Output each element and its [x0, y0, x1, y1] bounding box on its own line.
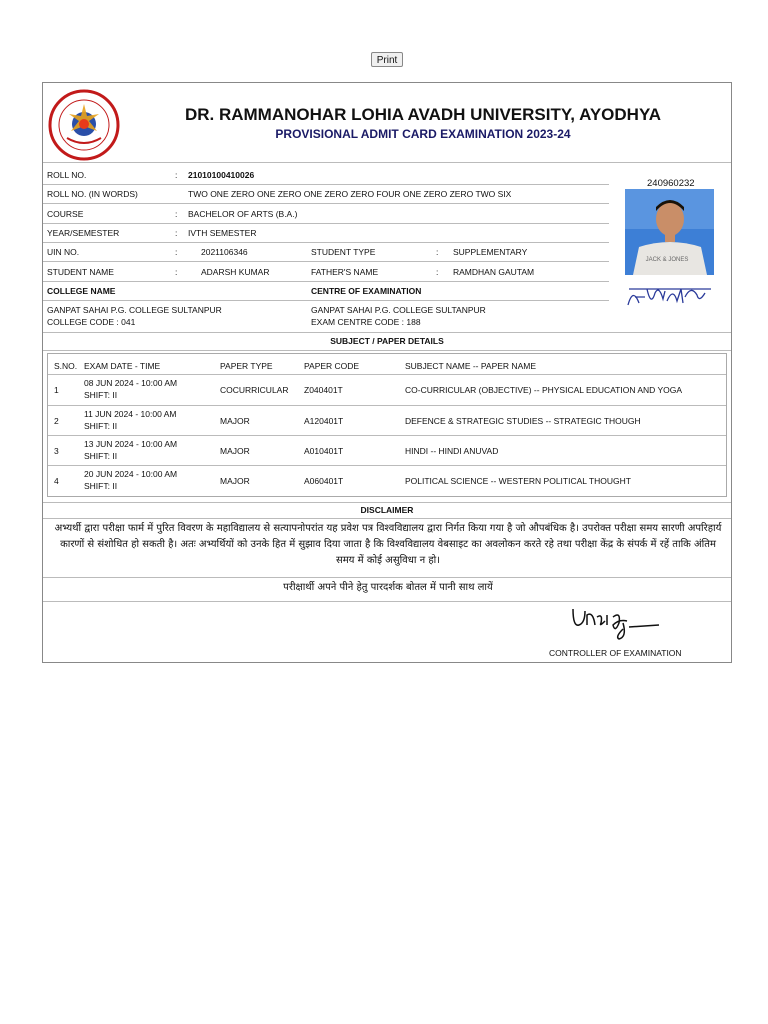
col-sno: S.NO.: [54, 361, 78, 371]
row-date: 20 JUN 2024 - 10:00 AM: [84, 469, 178, 479]
roll-no-label: ROLL NO.: [47, 170, 87, 180]
uin-value: 2021106346: [201, 247, 248, 257]
colon: :: [175, 209, 178, 219]
row-subject: DEFENCE & STRATEGIC STUDIES -- STRATEGIC THOUGH: [405, 416, 641, 426]
row-type: MAJOR: [220, 416, 250, 426]
candidate-signature: [625, 281, 715, 313]
table-row: [48, 435, 726, 466]
col-subject: SUBJECT NAME -- PAPER NAME: [405, 361, 536, 371]
col-type: PAPER TYPE: [220, 361, 273, 371]
semester-label: YEAR/SEMESTER: [47, 228, 120, 238]
paper-details-title: SUBJECT / PAPER DETAILS: [330, 336, 444, 346]
student-name-label: STUDENT NAME: [47, 267, 114, 277]
disclaimer-title: DISCLAIMER: [360, 505, 414, 515]
divider: [43, 502, 731, 503]
table-row: [48, 405, 726, 436]
row-shift: SHIFT: II: [84, 451, 118, 461]
centre-name: GANPAT SAHAI P.G. COLLEGE SULTANPUR: [311, 305, 486, 315]
divider: [43, 242, 609, 243]
svg-text:JACK & JONES: JACK & JONES: [645, 257, 689, 263]
row-date: 08 JUN 2024 - 10:00 AM: [84, 378, 178, 388]
admit-card-title: PROVISIONAL ADMIT CARD EXAMINATION 2023-24: [275, 127, 571, 141]
father-name-label: FATHER'S NAME: [311, 267, 379, 277]
row-sno: 1: [54, 385, 59, 395]
course-label: COURSE: [47, 209, 84, 219]
college-name: GANPAT SAHAI P.G. COLLEGE SULTANPUR: [47, 305, 222, 315]
photo-id: 240960232: [647, 178, 695, 189]
roll-words-label: ROLL NO. (IN WORDS): [47, 189, 138, 199]
row-subject: POLITICAL SCIENCE -- WESTERN POLITICAL THOUGHT: [405, 476, 631, 486]
row-code: A120401T: [304, 416, 344, 426]
divider: [43, 184, 609, 185]
row-type: MAJOR: [220, 446, 250, 456]
row-sno: 2: [54, 416, 59, 426]
row-type: MAJOR: [220, 476, 250, 486]
divider: [43, 300, 609, 301]
centre-label: CENTRE OF EXAMINATION: [311, 286, 422, 296]
colon: :: [175, 247, 178, 257]
table-row: [48, 465, 726, 496]
divider: [43, 332, 731, 333]
controller-label: CONTROLLER OF EXAMINATION: [549, 648, 682, 658]
divider: [43, 577, 731, 578]
divider: [43, 601, 731, 602]
divider: [43, 223, 609, 224]
admit-card: [42, 82, 732, 663]
controller-signature: [569, 603, 661, 643]
row-subject: HINDI -- HINDI ANUVAD: [405, 446, 499, 456]
university-logo: [47, 88, 121, 162]
uin-label: UIN NO.: [47, 247, 80, 257]
roll-words-value: TWO ONE ZERO ONE ZERO ONE ZERO ZERO FOUR ONE ZERO ZERO TWO SIX: [188, 189, 512, 199]
divider: [43, 518, 731, 519]
course-value: BACHELOR OF ARTS (B.A.): [188, 209, 298, 219]
row-code: A060401T: [304, 476, 344, 486]
row-shift: SHIFT: II: [84, 390, 118, 400]
divider: [43, 203, 609, 204]
row-date: 13 JUN 2024 - 10:00 AM: [84, 439, 178, 449]
row-date: 11 JUN 2024 - 10:00 AM: [84, 409, 177, 419]
roll-no-value: 21010100410026: [188, 170, 255, 180]
divider: [43, 162, 731, 163]
colon: :: [175, 170, 178, 180]
student-type-label: STUDENT TYPE: [311, 247, 376, 257]
row-subject: CO-CURRICULAR (OBJECTIVE) -- PHYSICAL EDUCATION AND YOGA: [405, 385, 683, 395]
row-sno: 4: [54, 476, 59, 486]
paper-table: [47, 353, 727, 497]
water-bottle-note: परीक्षार्थी अपने पीने हेतु पारदर्शक बोतल में पानी साथ लायें: [283, 582, 493, 593]
divider: [43, 281, 609, 282]
student-name-value: ADARSH KUMAR: [201, 267, 270, 277]
college-name-label: COLLEGE NAME: [47, 286, 116, 296]
colon: :: [175, 267, 178, 277]
college-code: COLLEGE CODE : 041: [47, 317, 136, 327]
row-type: COCURRICULAR: [220, 385, 289, 395]
centre-code: EXAM CENTRE CODE : 188: [311, 317, 421, 327]
disclaimer-text: अभ्यर्थी द्वारा परीक्षा फार्म में पुरित विवरण के महाविद्यालय से सत्यापनोपरांत यह प्रवेश पत्र विश्वविद्यालय द्वारा निर्गत किया गया है जो औपबंधिक है। उपरोक्त परीक्षा समय सारणी अपरिहार्य कारणों से संशोधित हो सकती है। अतः अभ्यर्थियों को उनके हित में सुझाव दिया जाता है कि विश्वविद्यालय वेबसाइट का अवलोकन करते रहे तथा परीक्षा केंद्र के संपर्क में रहें ताकि अंतिम समय में कोई असुविधा न हो।: [54, 523, 722, 566]
colon: :: [436, 267, 439, 277]
print-button[interactable]: Print: [371, 52, 403, 67]
row-sno: 3: [54, 446, 59, 456]
university-name: DR. RAMMANOHAR LOHIA AVADH UNIVERSITY, AYODHYA: [184, 105, 662, 124]
divider: [43, 261, 609, 262]
semester-value: IVTH SEMESTER: [188, 228, 257, 238]
col-date: EXAM DATE - TIME: [84, 361, 161, 371]
table-row: [48, 374, 726, 405]
row-code: A010401T: [304, 446, 344, 456]
row-code: Z040401T: [304, 385, 343, 395]
candidate-photo: [625, 189, 714, 275]
col-code: PAPER CODE: [304, 361, 360, 371]
colon: :: [436, 247, 439, 257]
colon: :: [175, 228, 178, 238]
student-type-value: SUPPLEMENTARY: [453, 247, 528, 257]
row-shift: SHIFT: II: [84, 421, 118, 431]
row-shift: SHIFT: II: [84, 481, 118, 491]
divider: [43, 350, 731, 351]
father-name-value: RAMDHAN GAUTAM: [453, 267, 535, 277]
